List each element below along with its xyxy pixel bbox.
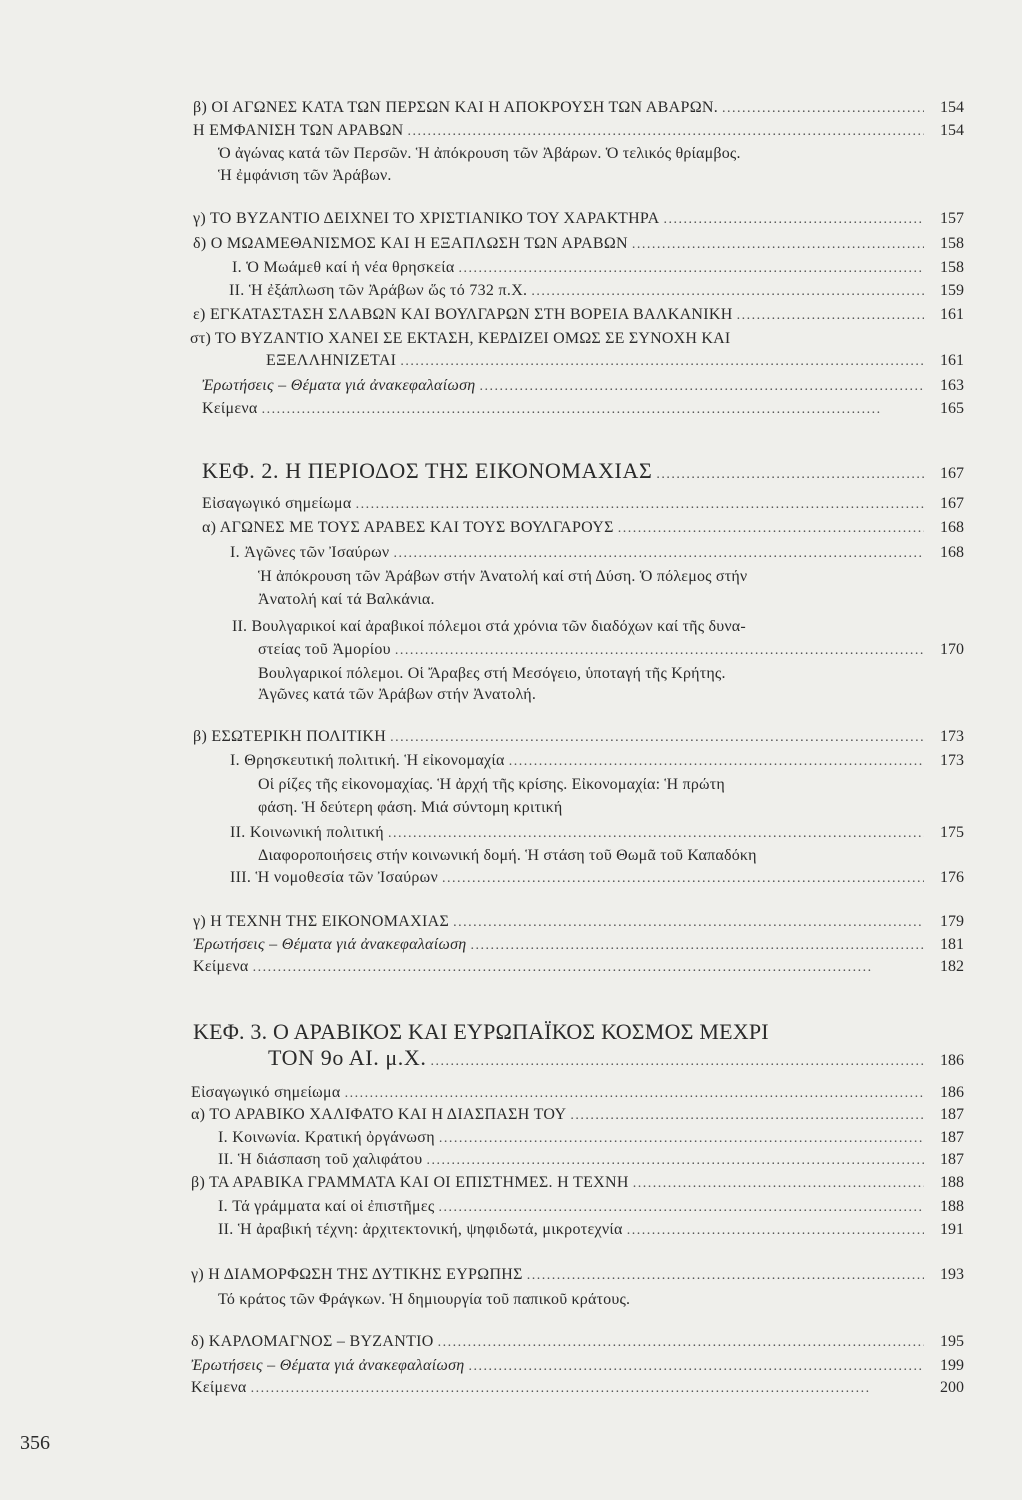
- dot-leader: [480, 377, 924, 397]
- dot-leader: [431, 1049, 925, 1075]
- chapter-heading: ΚΕΦ. 3. Ο ΑΡΑΒΙΚΟΣ ΚΑΙ ΕΥΡΩΠΑΪΚΟΣ ΚΟΣΜΟΣ ΜΕΧΡΙ: [193, 1019, 769, 1044]
- toc-subtopics: Διαφοροποιήσεις στήν κοινωνική δομή. Ἡ στάση τοῦ Θωμᾶ τοῦ Καπαδόκη: [258, 847, 757, 864]
- toc-entry: [0, 823, 1022, 844]
- toc-entry-page: 193: [940, 1266, 964, 1283]
- toc-entry: [0, 258, 1022, 279]
- toc-entry: [0, 1220, 1022, 1241]
- toc-entry-page: 186: [940, 1052, 964, 1069]
- toc-entry: [0, 281, 1022, 302]
- toc-entry-title: Ἐρωτήσεις – Θέματα γιά ἀνακεφαλαίωση: [202, 377, 476, 394]
- toc-entry-page: 179: [940, 913, 964, 930]
- toc-entry: [0, 1083, 1022, 1104]
- dot-leader: [356, 495, 924, 515]
- toc-entry: [0, 1128, 1022, 1149]
- toc-entry: [0, 1197, 1022, 1218]
- toc-entry: [0, 1265, 1022, 1286]
- toc-subtopics: Ἡ ἐμφάνιση τῶν Ἀράβων.: [218, 167, 392, 184]
- toc-entry: [0, 727, 1022, 748]
- dot-leader: [632, 235, 924, 255]
- toc-entry: [0, 1332, 1022, 1353]
- toc-entry-title: β) ΟΙ ΑΓΩΝΕΣ ΚΑΤΑ ΤΩΝ ΠΕΡΣΩΝ ΚΑΙ Η ΑΠΟΚΡΟΥΣΗ ΤΩΝ ΑΒΑΡΩΝ.: [193, 99, 719, 116]
- dot-leader: [393, 544, 924, 564]
- toc-entry: [0, 494, 1022, 515]
- toc-subtopics: Ἀγῶνες κατά τῶν Ἀράβων στήν Ἀνατολή.: [258, 686, 537, 703]
- dot-leader: [395, 641, 924, 661]
- toc-entry-page: 175: [940, 824, 964, 841]
- toc-entry-page: 195: [940, 1333, 964, 1350]
- toc-entry: [0, 1150, 1022, 1171]
- dot-leader: [253, 958, 924, 978]
- toc-entry-page: 182: [940, 958, 964, 975]
- dot-leader: [722, 99, 924, 119]
- toc-entry: [0, 376, 1022, 397]
- toc-entry: [0, 399, 1022, 420]
- toc-entry: [0, 935, 1022, 956]
- toc-entry-title: Κείμενα: [202, 400, 258, 417]
- toc-entry-title: ε) ΕΓΚΑΤΑΣΤΑΣΗ ΣΛΑΒΩΝ ΚΑΙ ΒΟΥΛΓΑΡΩΝ ΣΤΗ ΒΟΡΕΙΑ ΒΑΛΚΑΝΙΚΗ: [193, 306, 733, 323]
- toc-entry: [0, 640, 1022, 661]
- dot-leader: [570, 1106, 924, 1126]
- toc-entry-page: 161: [940, 306, 964, 323]
- toc-entry: [0, 121, 1022, 142]
- toc-subtopics: Ὁ ἀγώνας κατά τῶν Περσῶν. Ἡ ἀπόκρουση τῶν Ἀβάρων. Ὁ τελικός θρίαμβος.: [218, 145, 741, 162]
- toc-entry-title: γ) Η ΤΕΧΝΗ ΤΗΣ ΕΙΚΟΝΟΜΑΧΙΑΣ: [193, 913, 450, 930]
- toc-entry-page: 159: [940, 282, 964, 299]
- toc-subtopics: Ἡ ἀπόκρουση τῶν Ἀράβων στήν Ἀνατολή καί στή Δύση. Ὁ πόλεμος στήν: [258, 568, 748, 585]
- toc-entry: [0, 1105, 1022, 1126]
- toc-entry-title: στ) ΤΟ ΒΥΖΑΝΤΙΟ ΧΑΝΕΙ ΣΕ ΕΚΤΑΣΗ, ΚΕΡΔΙΖΕΙ ΟΜΩΣ ΣΕ ΣΥΝΟΧΗ ΚΑΙ: [190, 330, 731, 347]
- toc-entry: [0, 868, 1022, 889]
- toc-entry-title: ΚΕΦ. 2. Η ΠΕΡΙΟΔΟΣ ΤΗΣ ΕΙΚΟΝΟΜΑΧΙΑΣ: [202, 458, 653, 483]
- dot-leader: [531, 282, 924, 302]
- chapter-heading: [0, 1045, 1022, 1075]
- toc-entry-title: δ) ΚΑΡΛΟΜΑΓΝΟΣ – ΒΥΖΑΝΤΙΟ: [191, 1333, 434, 1350]
- dot-leader: [627, 1221, 924, 1241]
- toc-entry-title: I. Τά γράμματα καί οἱ ἐπιστῆμες: [218, 1198, 435, 1215]
- dot-leader: [400, 352, 924, 372]
- toc-entry-title: III. Ἡ νομοθεσία τῶν Ἰσαύρων: [230, 869, 439, 886]
- toc-entry-title: Εἰσαγωγικό σημείωμα: [191, 1084, 341, 1101]
- toc-entry: [0, 543, 1022, 564]
- toc-entry: [0, 751, 1022, 772]
- toc-entry-title: I. Θρησκευτική πολιτική. Ἡ εἰκονομαχία: [230, 752, 505, 769]
- toc-entry-page: 176: [940, 869, 964, 886]
- toc-entry-title: Ἐρωτήσεις – Θέματα γιά ἀνακεφαλαίωση: [193, 936, 467, 953]
- toc-entry-page: 188: [940, 1174, 964, 1191]
- dot-leader: [737, 306, 924, 326]
- toc-subtopics: Ἀνατολή καί τά Βαλκάνια.: [258, 591, 435, 608]
- toc-entry-page: 187: [940, 1129, 964, 1146]
- toc-entry-title: γ) ΤΟ ΒΥΖΑΝΤΙΟ ΔΕΙΧΝΕΙ ΤΟ ΧΡΙΣΤΙΑΝΙΚΟ ΤΟΥ ΧΑΡΑΚΤΗΡΑ: [193, 210, 660, 227]
- dot-leader: [438, 1333, 924, 1353]
- toc-entry-page: 154: [940, 99, 964, 116]
- dot-leader: [633, 1174, 924, 1194]
- dot-leader: [390, 728, 924, 748]
- toc-entry-title: II. Ἡ ἀραβική τέχνη: ἀρχιτεκτονική, ψηφιδωτά, μικροτεχνία: [218, 1221, 623, 1238]
- toc-entry-title: α) ΤΟ ΑΡΑΒΙΚΟ ΧΑΛΙΦΑΤΟ ΚΑΙ Η ΔΙΑΣΠΑΣΗ ΤΟΥ: [191, 1106, 567, 1123]
- toc-entry-page: 158: [940, 259, 964, 276]
- toc-entry: [0, 1378, 1022, 1399]
- toc-entry-page: 188: [940, 1198, 964, 1215]
- toc-entry-title: II. Κοινωνική πολιτική: [230, 824, 384, 841]
- dot-leader: [442, 869, 924, 889]
- toc-entry-title: I. Ὁ Μωάμεθ καί ἡ νέα θρησκεία: [232, 259, 455, 276]
- toc-entry: [0, 518, 1022, 539]
- dot-leader: [388, 824, 924, 844]
- toc-entry-page: 158: [940, 235, 964, 252]
- toc-subtopics: φάση. Ἡ δεύτερη φάση. Μιά σύντομη κριτική: [258, 799, 563, 816]
- dot-leader: [439, 1129, 924, 1149]
- toc-entry-page: 163: [940, 377, 964, 394]
- toc-subtopics: Οἱ ρίζες τῆς εἰκονομαχίας. Ἡ ἀρχή τῆς κρίσης. Εἰκονομαχία: Ἡ πρώτη: [258, 776, 725, 793]
- toc-entry: [0, 957, 1022, 978]
- dot-leader: [408, 122, 924, 142]
- toc-entry-title: Κείμενα: [191, 1379, 247, 1396]
- toc-entry: [0, 1173, 1022, 1194]
- dot-leader: [471, 936, 924, 956]
- toc-entry-title: II. Ἡ ἐξάπλωση τῶν Ἀράβων ὥς τό 732 π.Χ.: [229, 282, 528, 299]
- toc-entry-page: 200: [940, 1379, 964, 1396]
- toc-entry-page: 167: [940, 495, 964, 512]
- toc-entry: [0, 912, 1022, 933]
- toc-subtopics: Βουλγαρικοί πόλεμοι. Οἱ Ἄραβες στή Μεσόγειο, ὑποταγή τῆς Κρήτης.: [258, 665, 726, 682]
- toc-entry-page: 199: [940, 1357, 964, 1374]
- toc-entry-title: I. Κοινωνία. Κρατική ὀργάνωση: [218, 1129, 435, 1146]
- toc-entry-title: Η ΕΜΦΑΝΙΣΗ ΤΩΝ ΑΡΑΒΩΝ: [193, 122, 404, 139]
- toc-entry-title: II. Βουλγαρικοί καί ἀραβικοί πόλεμοι στά χρόνια τῶν διαδόχων καί τῆς δυνα-: [232, 618, 746, 635]
- dot-leader: [453, 913, 924, 933]
- toc-entry-title: Κείμενα: [193, 958, 249, 975]
- dot-leader: [656, 462, 924, 488]
- toc-entry-title: β) ΤΑ ΑΡΑΒΙΚΑ ΓΡΑΜΜΑΤΑ ΚΑΙ ΟΙ ΕΠΙΣΤΗΜΕΣ. Η ΤΕΧΝΗ: [191, 1174, 629, 1191]
- toc-entry-page: 186: [940, 1084, 964, 1101]
- dot-leader: [251, 1379, 924, 1399]
- chapter-heading: [0, 458, 1022, 488]
- toc-entry-page: 168: [940, 519, 964, 536]
- dot-leader: [262, 400, 924, 420]
- toc-entry: [0, 305, 1022, 326]
- toc-entry: [0, 98, 1022, 119]
- toc-entry-page: 165: [940, 400, 964, 417]
- toc-entry-title: I. Ἀγῶνες τῶν Ἰσαύρων: [230, 544, 390, 561]
- toc-subtopics: Τό κράτος τῶν Φράγκων. Ἡ δημιουργία τοῦ παπικοῦ κράτους.: [218, 1291, 631, 1308]
- dot-leader: [459, 259, 924, 279]
- toc-entry-title: γ) Η ΔΙΑΜΟΡΦΩΣΗ ΤΗΣ ΔΥΤΙΚΗΣ ΕΥΡΩΠΗΣ: [191, 1266, 523, 1283]
- toc-entry-title: β) ΕΣΩΤΕΡΙΚΗ ΠΟΛΙΤΙΚΗ: [193, 728, 387, 745]
- toc-entry: [0, 351, 1022, 372]
- toc-entry-title: ΤΟΝ 9ο ΑΙ. μ.Χ.: [268, 1045, 427, 1070]
- toc-entry: [0, 1356, 1022, 1377]
- dot-leader: [345, 1084, 924, 1104]
- dot-leader: [439, 1198, 924, 1218]
- toc-entry-page: 187: [940, 1106, 964, 1123]
- toc-entry-title: II. Ἡ διάσπαση τοῦ χαλιφάτου: [218, 1151, 423, 1168]
- toc-entry-page: 170: [940, 641, 964, 658]
- toc-entry-page: 191: [940, 1221, 964, 1238]
- toc-entry-title: Εἰσαγωγικό σημείωμα: [202, 495, 352, 512]
- toc-entry-page: 161: [940, 352, 964, 369]
- toc-entry-title: ΕΞΕΛΛΗΝΙΖΕΤΑΙ: [266, 352, 397, 369]
- dot-leader: [664, 210, 924, 230]
- toc-entry: [0, 234, 1022, 255]
- toc-entry-page: 157: [940, 210, 964, 227]
- dot-leader: [509, 752, 924, 772]
- toc-entry: [0, 209, 1022, 230]
- toc-entry-title: στείας τοῦ Ἀμορίου: [258, 641, 391, 658]
- toc-entry-page: 181: [940, 936, 964, 953]
- dot-leader: [469, 1357, 924, 1377]
- toc-entry-title: α) ΑΓΩΝΕΣ ΜΕ ΤΟΥΣ ΑΡΑΒΕΣ ΚΑΙ ΤΟΥΣ ΒΟΥΛΓΑΡΟΥΣ: [202, 519, 614, 536]
- toc-entry-title: Ἐρωτήσεις – Θέματα γιά ἀνακεφαλαίωση: [191, 1357, 465, 1374]
- toc-entry-page: 173: [940, 728, 964, 745]
- toc-entry-title: δ) Ο ΜΩΑΜΕΘΑΝΙΣΜΟΣ ΚΑΙ Η ΕΞΑΠΛΩΣΗ ΤΩΝ ΑΡΑΒΩΝ: [193, 235, 628, 252]
- page-number: 356: [20, 1432, 50, 1454]
- toc-entry-page: 187: [940, 1151, 964, 1168]
- toc-entry-page: 168: [940, 544, 964, 561]
- toc-entry-page: 173: [940, 752, 964, 769]
- toc-entry-page: 167: [940, 465, 964, 482]
- dot-leader: [618, 519, 924, 539]
- dot-leader: [527, 1266, 924, 1286]
- toc-entry-page: 154: [940, 122, 964, 139]
- dot-leader: [426, 1151, 924, 1171]
